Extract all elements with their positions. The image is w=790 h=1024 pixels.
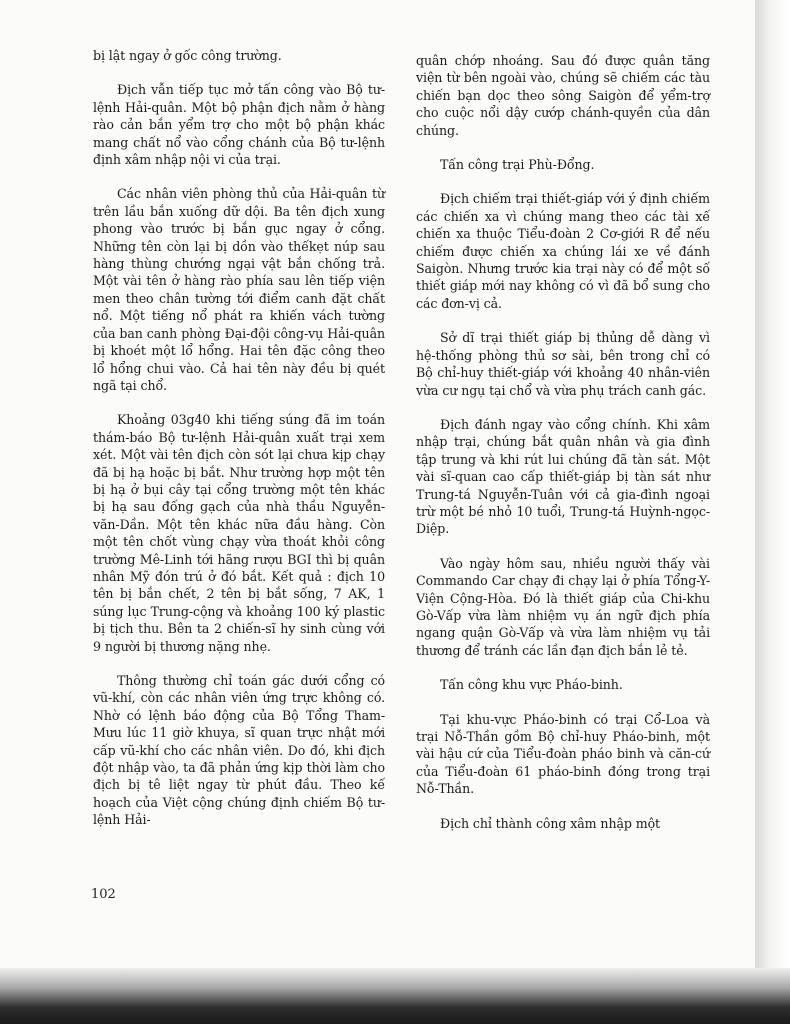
paragraph: Địch đánh ngay vào cổng chính. Khi xâm nhập trại, chúng bắt quân nhân và gia đình tập trung và khi rút lui chúng đã tàn sát. Một vài sĩ-quan cao cấp thiết-giáp bị tàn sát như Trung-tá Nguyễn-Tuân với cả gia-đình ngoại trừ một bé nhỏ 10 tuổi, Trung-tá Huỳnh-ngọc-Diệp. (416, 416, 710, 537)
paragraph: quân chớp nhoáng. Sau đó được quân tăng viện từ bên ngoài vào, chúng sẽ chiếm các tàu chiến bạn dọc theo sông Saigòn để yểm-trợ cho cuộc nổi dậy cướp chánh-quyền của dân chúng. (416, 53, 710, 138)
book-gutter-shadow (755, 0, 790, 1024)
scan-bottom-shadow (0, 968, 790, 1024)
right-column (416, 52, 710, 832)
paragraph: Vào ngày hôm sau, nhiều người thấy vài Commando Car chạy đi chạy lại ở phía Tổng-Y-Viện Cộng-Hòa. Đó là thiết giáp của Chi-khu Gò-Vấp vừa làm nhiệm vụ án ngữ địch phía ngang quận Gò-Vấp và vừa làm nhiệm vụ tải thương để tránh các lần đạn địch bắn lẻ tẻ. (416, 555, 710, 658)
paragraph: Thông thường chỉ toán gác dưới cổng có vũ-khí, còn các nhân viên ứng trực không có. Nhờ có lệnh báo động của Bộ Tổng Tham-Mưu lúc 11 giờ khuya, sĩ quan trực nhật mới cấp vũ-khí cho các nhân viên. Do đó, khi địch đột nhập vào, ta đã phản ứng kịp thời làm cho địch bị tê liệt ngay từ phút đầu. Theo kế hoạch của Việt cộng chúng định chiếm Bộ tư-lệnh Hải- (93, 673, 385, 828)
page-number: 102 (91, 887, 116, 902)
paragraph: Tại khu-vực Pháo-binh có trại Cổ-Loa và trại Nỗ-Thần gồm Bộ chỉ-huy Pháo-binh, một vài hậu cứ của Tiểu-đoàn pháo binh và căn-cứ của Tiểu-đoàn 61 pháo-binh đóng trong trại Nỗ-Thần. (416, 711, 710, 797)
paragraph: Các nhân viên phòng thủ của Hải-quân từ trên lầu bắn xuống dữ dội. Ba tên địch xung phong vào trước bị bắn gục ngay ở cổng. Những tên còn lại bị dồn vào thếkẹt núp sau hàng thùng chướng ngại vật bắn chống trả. Một vài tên ở hàng rào phía sau lên tiếp viện men theo chân tường tới điểm canh đặt chất nổ. Một tiếng nổ phát ra khiến vách tường của ban canh phòng Đại-đội công-vụ Hải-quân bị khoét một lổ hổng. Hai tên đặc công theo lổ hổng chui vào. Cả hai tên này đều bị quét ngã tại chổ. (93, 186, 385, 393)
paragraph: Địch chỉ thành công xâm nhập một (440, 815, 661, 831)
paragraph: Sở dĩ trại thiết giáp bị thủng dễ dàng vì hệ-thống phòng thủ sơ sài, bên trong chỉ có Bộ chỉ-huy thiết-giáp với khoảng 40 nhân-viên vừa cư ngụ tại chổ và vừa phụ trách canh gác. (416, 330, 710, 398)
paragraph: bị lật ngay ở gốc công trường. (93, 48, 282, 63)
left-column (93, 47, 385, 829)
section-heading: Tấn công trại Phù-Đổng. (440, 157, 595, 173)
section-heading: Tấn công khu vực Pháo-binh. (440, 677, 623, 693)
paragraph: Khoảng 03g40 khi tiếng súng đã im toán thám-báo Bộ tư-lệnh Hải-quân xuất trại xem xét. Một vài tên địch còn sót lại chưa kịp chạy đã bị hạ hoặc bị bắt. Như trường hợp một tên bị hạ ở bụi cây tại cổng trường một tên khác bị hạ sau đống gạch của nhà thầu Nguyễn-văn-Dần. Một tên khác nữa đầu hàng. Còn một tên chốt vùng chạy vừa thoát khỏi công trường Mê-Linh tới hãng rượu BGI thì bị quân nhân Mỹ đón trú ở đó bắt. Kết quả : địch 10 tên bị bắn chết, 2 tên bị bắt sống, 7 AK, 1 súng lục Trung-cộng và khoảng 100 ký plastic bị tịch thu. Bên ta 2 chiến-sĩ hy sinh cùng với 9 người bị thương nặng nhẹ. (93, 412, 385, 654)
paragraph: Địch vẫn tiếp tục mở tấn công vào Bộ tư-lệnh Hải-quân. Một bộ phận địch nằm ở hàng rào cản bắn yểm trợ cho một bộ phận khác mang chất nổ vào cổng chánh của Bộ tư-lệnh định xâm nhập nội vi của trại. (93, 82, 385, 168)
paragraph: Địch chiếm trại thiết-giáp với ý định chiếm các chiến xa vì chúng mang theo các tài xế chiến xa thuộc Tiểu-đoàn 2 Cơ-giới R để nếu chiếm được chiến xa chúng lái xe về đánh Saigòn. Nhưng trước kia trại này có để một số thiết giáp mới nay không có vì đã bổ sung cho các đơn-vị cả. (416, 191, 710, 311)
